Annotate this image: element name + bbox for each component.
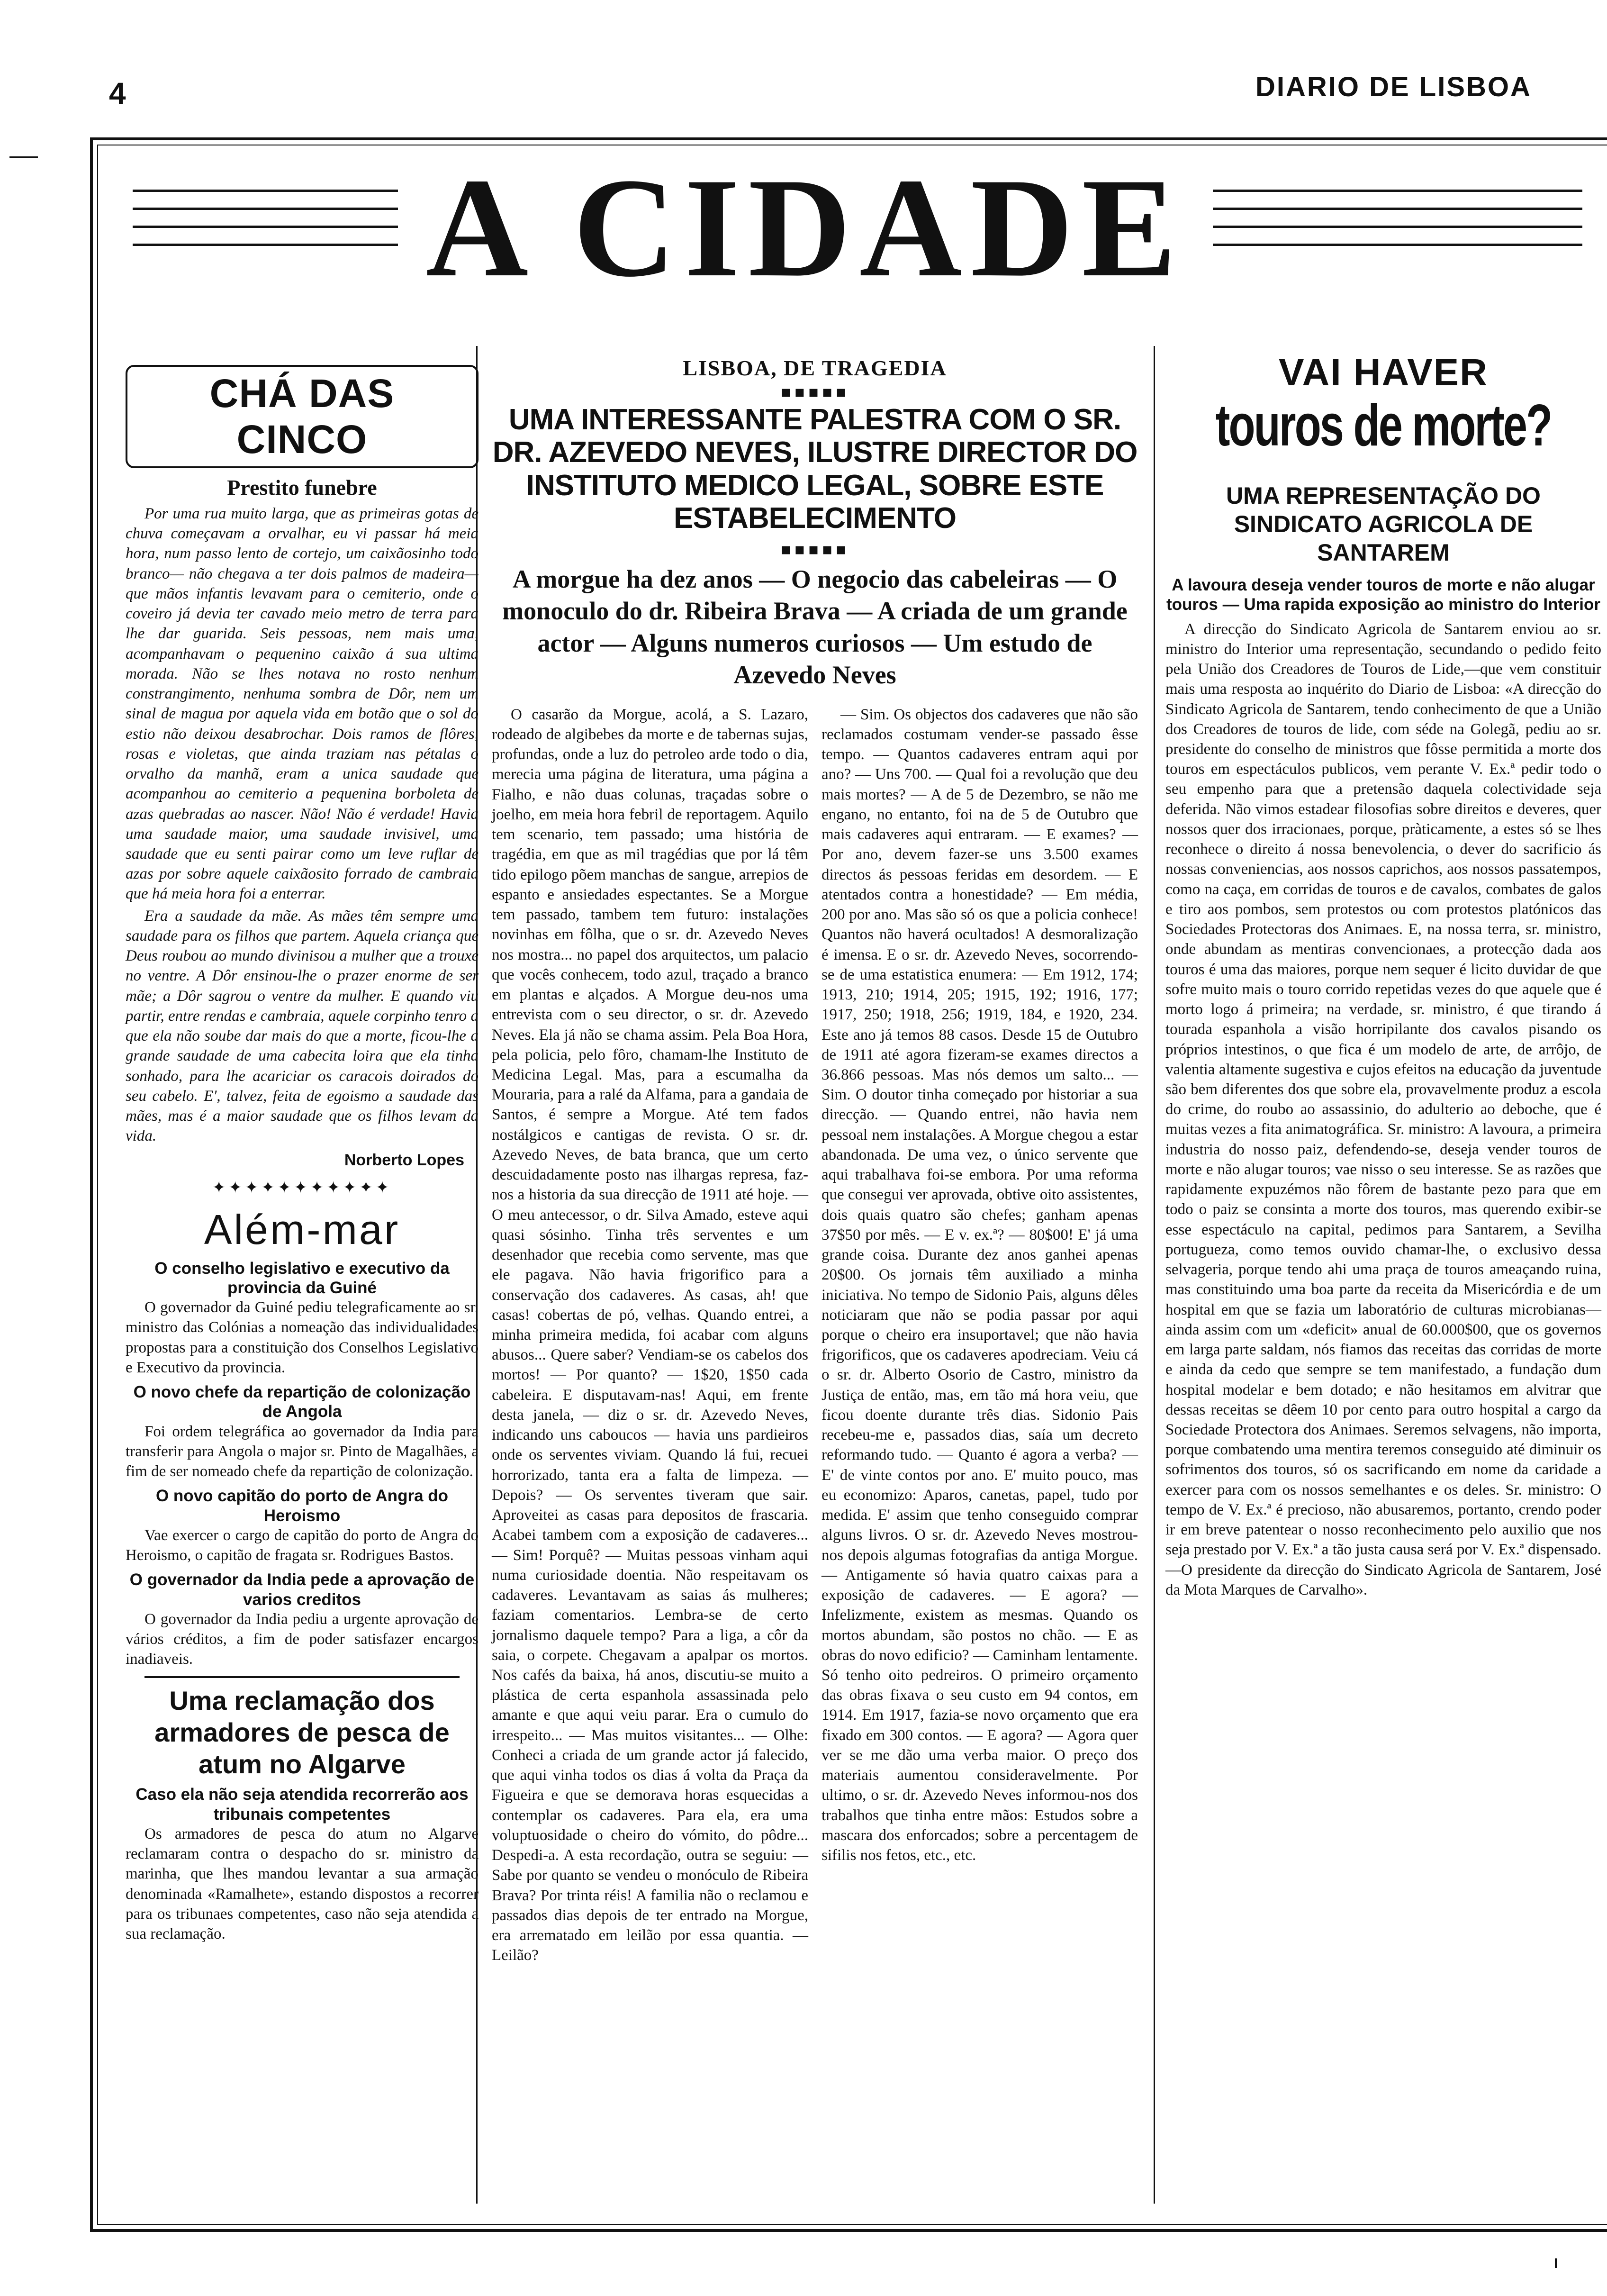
article-lead: A lavoura deseja vender touros de morte e não alugar touros — Uma rapida exposição ao ministro do Interior <box>1166 576 1600 614</box>
article-paragraph: — Sim. Os objectos dos cadaveres que não são reclamados costumam vender-se passado êsse tempo. — Quantos cadaveres entram aqui por ano? — Uns 700. — Qual foi a revolução que deu mais mortes? — A de 5 de Dezembro, se não me engano, no entanto, foi na de 5 de Outubro que mais cadaveres aqui entraram. — E exames? — Por ano, devem fazer-se uns 3.500 exames directos ás pessoas feridas em desordem. — E atentados contra a honestidade? — Em média, 200 por ano. Mas são só os que a policia conhece! Quantos não haverá ocultados! A desmoralização é imensa. E o sr. dr. Azevedo Neves, socorrendo-se de uma estatistica enumera: — Em 1912, 174; 1913, 210; 1914, 205; 1915, 192; 1916, 177; 1917, 250; 1918, 256; 1919, 184, e 1920, 234. Este ano já temos 88 casos. Desde 15 de Outubro de 1911 até agora fizeram-se exames directos a 36.866 pessoas. Mas nós demos um salto... — Sim. O doutor tinha começado por historiar a sua direcção. — Quando entrei, não havia nem pessoal nem instalações. A Morgue chegou a estar abandonada. De uma vez, o único servente que aqui trabalhava foi-se embora. Por uma reforma que consegui ver aprovada, obtive oito assistentes, dois quais quatro são chefes; ganham apenas 37$50 por mês. — E v. ex.ª? — 80$00! E' já uma grande coisa. Durante dez anos ganhei apenas 20$00. Os jornais têm auxiliado a minha iniciativa. No tempo de Sidonio Pais, alguns dêles noticiaram que não se podia passar por aqui porque o cheiro era insuportavel; que não havia frigorificos, que os cadaveres apodreciam. Veiu cá o sr. dr. Alberto Osorio de Castro, ministro da Justiça de então, mas, em tão má hora veiu, que ficou doente durante três dias. Sidonio Pais recebeu-me e, passados dias, saía um decreto reformando tudo. — Quanto é agora a verba? — E' de vinte contos por ano. E' muito pouco, mas eu economizo: Aparos, canetas, papel, tudo por medida. E' assim que tenho conseguido comprar alguns livros. O sr. dr. Azevedo Neves mostrou-nos depois algumas fotografias da antiga Morgue. — Antigamente só havia quatro caixas para a exposição de cadaveres. — E agora? — Infelizmente, existem as mesmas. Quando os mortos abundam, são postos no chão. — E as obras do novo edificio? — Caminham lentamente. Só tenho oito pedreiros. O primeiro orçamento das obras fixava o seu custo em 94 contos, em 1914. Em 1917, fazia-se novo orçamento que era fixado em 300 contos. — E agora? — Agora quer ver se me dão uma verba maior. O preço dos materiais aumentou consideravelmente. Por ultimo, o sr. dr. Azevedo Neves informou-nos dos trabalhos que tinha entre mãos: Estudos sobre a mascara dos enforcados; sobre a percentagem de sifilis nos fetos, etc., etc. <box>822 706 1138 1864</box>
news-paragraph: Foi ordem telegráfica ao governador da India para transferir para Angola o major sr. Pinto de Magalhães, a fim de ser nomeado chefe da repartição de colonização. <box>126 1423 478 1480</box>
article-body <box>1165 619 1601 1600</box>
article-paragraph: O casarão da Morgue, acolá, a S. Lazaro, rodeado de algibebes da morte e de tabernas sujas, profundas, onde a luz do petroleo arde todo o dia, merecia uma página de literatura, uma página a Fialho, e não duas colunas, traçadas sobre o joelho, em meia hora febril de reportagem. Aquilo tem scenario, tem passado; uma história de tragédia, em que as mil tragédias que por lá têm tido epilogo põem manchas de sangue, arrepios de espanto e ansiedades espectantes. Se a Morgue tem passado, tambem tem futuro: instalações novinhas em fôlha, que o sr. dr. Azevedo Neves nos mostra... no papel dos arquitectos, um palacio que vocês conhecem, todo azul, traçado a branco em plantas e alçados. A Morgue deu-nos uma entrevista com o seu director, o sr. dr. Azevedo Neves. Ela já não se chama assim. Pela Boa Hora, pela policia, pelo fôro, chamam-lhe Instituto de Medicina Legal. Mas, para a escumalha da Mouraria, para a ralé da Alfama, para a gandaia de Santos, é sempre a Morgue. Até tem fados nostálgicos e cantigas de revista. O sr. dr. Azevedo Neves, de bata branca, que um certo descuidadamente posto nas ilhargas represa, faz-nos a historia da sua direcção de 1911 até hoje. — O meu antecessor, o dr. Silva Amado, esteve aqui quasi sósinho. Tinha três serventes e um desenhador que recebia como servente, mas que ele pagava. Não havia frigorifico para a conservação dos cadaveres. As casas, ah! que casas! cobertas de pó, velhas. Quando entrei, a minha primeira medida, foi acabar com alguns abusos... Quere saber? Vendiam-se os cabelos dos mortos! — Por quanto? — 1$20, 1$50 cada cabeleira. E disputavam-nas! Aqui, em frente desta janela, — diz o sr. dr. Azevedo Neves, indicando uns caboucos — havia uns pardieiros onde os serventes viviam. Quando lá fui, recuei horrorizado, tanta era a falta de limpeza. — Depois? — Os serventes tiveram que sair. Aproveitei as casas para depositos de frascaria. Acabei tambem com a exposição de cadaveres... — Sim! Porquê? — Muitas pessoas vinham aqui numa curiosidade doentia. Não respeitavam os cadaveres. Levantavam as saias ás mulheres; faziam comentarios. Lembra-se de certo jornalismo daquele tempo? Para a liga, a côr da saia, o corpete. Chegavam a apalpar os mortos. Nos cafés da baixa, há anos, discutiu-se muito a plástica de certa espanhola assassinada pelo amante e que aqui veiu parar. Era o cumulo do irrespeito... — Mas muitos visitantes... — Olhe: Conheci a criada de um grande actor já falecido, que aqui vinha todos os dias á volta da Praça da Figueira e que se demorava horas esquecidas a contemplar os cadaveres. Para ela, era uma voluptuosidade o cheiro do vómito, do pôdre... Despedi-a. A esta recordação, outra se seguiu: — Sabe por quanto se vendeu o monóculo de Ribeira Brava? Por trinta réis! A familia não o reclamou e passados dias depois de ter entrado na Morgue, era arrematado em leilão por essa quantia. — Leilão? <box>492 706 808 1964</box>
news-paragraph: Os armadores de pesca do atum no Algarve reclamaram contra o despacho do sr. ministro da marinha, que lhes mandou levantar a sua armação denominada «Ramalhete», estando dispostos a recorrer para os tribunaes competentes, caso não seja atendida a sua reclamação. <box>126 1825 478 1943</box>
article-column <box>822 705 1138 1968</box>
poem-body <box>126 504 478 1146</box>
news-paragraph: O governador da Guiné pediu telegraficamente ao sr. ministro das Colónias a nomeação das individualidades propostas para a constituição dos Conselhos Legislativo e Executivo da provincia. <box>126 1299 478 1376</box>
section-masthead: A CIDADE <box>425 149 1185 306</box>
news-title: O governador da India pede a aprovação de varios creditos <box>129 1570 475 1609</box>
ornament-divider: ▪▪▪▪▪ <box>780 539 849 559</box>
news-title: O novo chefe da repartição de colonização de Angola <box>133 1383 471 1421</box>
article-subhead: UMA REPRESENTAÇÃO DO SINDICATO AGRICOLA DE SANTAREM <box>1226 482 1541 566</box>
article-kicker: VAI HAVER <box>1279 351 1488 393</box>
news-body <box>126 1525 478 1565</box>
ornament-divider: ✦✦✦✦✦✦✦✦✦✦✦ <box>212 1178 392 1197</box>
poem-paragraph: Por uma rua muito larga, que as primeiras gotas de chuva começavam a orvalhar, eu vi passar há meia hora, num passo lento de cortejo, um caixãosinho todo branco— não chegava a ter dois palmos de madeira— que mãos infantis levavam para o cemiterio, onde o coveiro já devia ter cavado meio metro de terra para lhe dar guarida. Seis pessoas, nem mais uma, acompanhavam o pequenino caixão á sua ultima morada. Não se lhes notava no rosto nenhum constrangimento, nenhuma sombra de Dôr, nem um sinal de magua por aquela vida em botão que o sol do estio não deixou desabrochar. Dois ramos de flôres, rosas e violetas, que ainda traziam nas pétalas o orvalho da manhã, eram a unica saudade que acompanhou ao cemiterio a pequenina borboleta de azas quebradas ao nascer. Não! Não é verdade! Havia uma saudade maior, uma saudade invisivel, uma saudade que eu senti pairar como um leve ruflar de azas por sobre aquele caixãosito forrado de cambraia que há meia hora foi a enterrar. <box>126 505 478 903</box>
masthead-rules-left <box>133 190 398 270</box>
news-body <box>126 1422 478 1482</box>
column-left <box>126 341 478 1946</box>
column-center <box>478 341 1151 1968</box>
poem-title: Prestito funebre <box>227 475 377 499</box>
article-headline: UMA INTERESSANTE PALESTRA COM O SR. DR. AZEVEDO NEVES, ILUSTRE DIRECTOR DO INSTITUTO MEDICO LEGAL, SOBRE ESTE ESTABELECIMENTO <box>492 403 1138 535</box>
article-paragraph: A direcção do Sindicato Agricola de Santarem enviou ao sr. ministro do Interior uma representação, secundando o pedido feito pela União dos Creadores de Touros de Lide,—que vem constituir mais uma resposta ao inquérito do Diario de Lisboa: «A direcção do Sindicato Agricola de Santarem, tendo conhecimento de que a União dos Creadores de touros de lide, com séde na Golegã, pediu ao sr. presidente do conselho de ministros que fôsse permitida a morte dos touros em espectáculos publicos, vem perante V. Ex.ª pedir todo o seu empenho para que a pretensão daquela colectividade seja deferida. Não vimos estadear filosofias sobre direitos e deveres, quer nossos quer dos irracionaes, porque, pràticamente, a estes só se lhes reconhece o direito á nossa benevolencia, o dever do sacrificio ás nossas conveniencias, aos nossos caprichos, aos nossos passatempos, como na caça, em corridas de touros e de cavalos, combates de galos e tiro aos pombos, sem protestos ou com protestos platónicos das Sociedades Protectoras dos Animaes. E, na nossa terra, sr. ministro, onde abundam as mentiras convencionaes, a protecção dada aos touros é uma das maiores, porque nem sequer é licito duvidar de que sofre muito mais o touro corrido repetidas vezes do que aquele que é morto logo á primeira; na verdade, sr. ministro, é que tirando á tourada espanhola a visão horripilante dos cavalos pisando os próprios intestinos, o que fica é um modelo de arte, de arrôjo, de valentia altamente sugestiva e cujos efeitos na educação da juventude são bem diferentes dos que sobre ela, provavelmente produz a escola do crime, do roubo ao assassinio, do adulterio ao deboche, que é muitas vezes a fita animatográfica. Sr. ministro: A lavoura, a primeira industria do nosso paiz, defendendo-se, deseja vender touros de morte e não alugar touros; vae nisso o seu interesse. Se as razões que rapidamente expuzémos não fôrem de bastante pezo para que em todo o paiz se consinta a morte dos touros, mas querendo exibir-se esse espectáculo na capital, pedimos para Santarem, a Sevilha portugueza, como temos ouvido chamar-lhe, o exclusivo dessa selvageria, porque tendo ahi uma praça de touros ameaçando ruina, mas constituindo uma boa parte da receita da Misericórdia e de um hospital em que se fazia um laboratório de culturas microbianas—ainda assim com um «deficit» anual de 60.000$00, que os governos em larga parte saldam, nós fiamos das receitas das corridas de morte e ainda da cedo que sempre se tem manifestado, a fundação dum hospital modelar e bem dotado; e não hesitamos em alvitrar que dessas receitas se dêem 10 por cento para outro hospital a cargo da Sociedade Protectora dos Animaes. Seremos selvagens, não importa, porque combatendo uma mentira teremos conseguido até diminuir os sofrimentos dos touros, só os sacrificando em nome da caridade a exercer para com os nossos semelhantes e os deles. Sr. ministro: O tempo de V. Ex.ª é precioso, não abusaremos, portanto, crendo poder ir em breve patentear o nosso reconhecimento pelo auxilio que nos seja prestado por V. Ex.ª a tão justa causa será por V. Ex.ª dispensado.—O presidente da direcção do Sindicato Agricola de Santarem, José da Mota Marques de Carvalho». <box>1165 620 1601 1598</box>
news-body <box>126 1298 478 1378</box>
section-title: Além-mar <box>204 1206 400 1253</box>
ornament-divider: ▪▪▪▪▪ <box>780 382 849 401</box>
article-subhead: A morgue ha dez anos — O negocio das cabeleiras — O monoculo do dr. Ribeira Brava — A criada de um grande actor — Alguns numeros curiosos — Um estudo de Azevedo Neves <box>502 564 1128 690</box>
signature: Norberto Lopes <box>344 1151 464 1169</box>
news-paragraph: Vae exercer o cargo de capitão do porto de Angra do Heroismo, o capitão de fragata sr. Rodrigues Bastos. <box>126 1526 478 1564</box>
article-headline: touros de morte? <box>1215 393 1552 458</box>
news-headline: Uma reclamação dos armadores de pesca de atum no Algarve <box>154 1685 450 1779</box>
column-box-title: CHÁ DAS CINCO <box>126 365 478 468</box>
news-subtitle: Caso ela não seja atendida recorrerão aos tribunais competentes <box>135 1785 469 1824</box>
page-number: 4 <box>109 76 126 110</box>
newspaper-name: DIARIO DE LISBOA <box>1255 72 1532 102</box>
news-title: O conselho legislativo e executivo da provincia da Guiné <box>154 1259 450 1297</box>
masthead-rules-right <box>1213 190 1582 270</box>
footer-mark: I <box>1554 2256 1558 2271</box>
news-body <box>126 1609 478 1670</box>
article-column <box>492 705 808 1968</box>
margin-mark <box>9 156 38 158</box>
news-title: O novo capitão do porto de Angra do Heroismo <box>155 1487 449 1525</box>
news-body <box>126 1824 478 1944</box>
article-kicker: LISBOA, DE TRAGEDIA <box>683 356 947 380</box>
poem-paragraph: Era a saudade da mãe. As mães têm sempre uma saudade para os filhos que partem. Aquela criança que Deus roubou ao mundo divinisou a mulher que a trouxe no ventre. A Dôr ensinou-lhe o prazer enorme de ser mãe; a Dôr sagrou o ventre da mulher. E quando viu partir, entre rendas e cambraia, aquele corpinho tenro a que ela não soube dar mais do que a morte, ficou-lhe a grande saudade de uma cabecita loira que ela tinha sonhado, para lhe acariciar os caracois doirados do seu cabelo. E', talvez, feita de egoismo a saudade das mães, mas é a maior saudade que os filhos levam da vida. <box>126 907 478 1145</box>
news-paragraph: O governador da India pediu a urgente aprovação de vários créditos, a fim de poder satisfazer encargos inadiaveis. <box>126 1610 478 1668</box>
article-body <box>492 705 1138 1968</box>
column-right <box>1151 341 1607 1602</box>
divider <box>144 1676 460 1678</box>
